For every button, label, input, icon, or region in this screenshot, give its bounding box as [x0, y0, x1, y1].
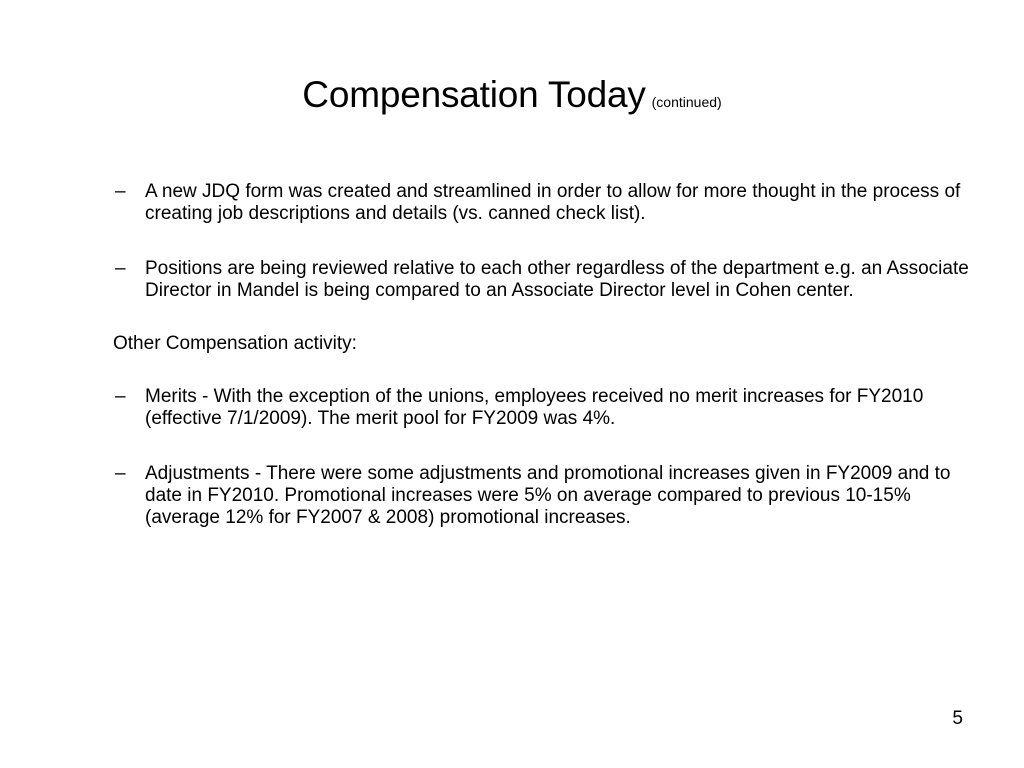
- list-item-text: Positions are being reviewed relative to each other regardless of the department e.g. an Associate Director in Mandel is being compared to an Associate Director level in Cohen center.: [145, 258, 969, 301]
- list-item: [113, 181, 973, 225]
- dash-bullet: –: [115, 386, 126, 407]
- slide-body: [113, 181, 973, 529]
- dash-bullet: –: [115, 181, 126, 202]
- list-item: [113, 258, 973, 302]
- section-heading: Other Compensation activity:: [113, 333, 357, 354]
- list-item-text: A new JDQ form was created and streamlined in order to allow for more thought in the process of creating job descriptions and details (vs. canned check list).: [145, 181, 961, 224]
- title-subtitle: (continued): [651, 94, 722, 110]
- list-item: [113, 386, 973, 430]
- dash-bullet: –: [115, 463, 126, 484]
- list-item-text: Adjustments - There were some adjustments and promotional increases given in FY2009 and to date in FY2010. Promotional increases were 5% on average compared to previous 10-15% (average 12% for FY2007 & 2008) promotional increases.: [145, 463, 951, 528]
- slide-title: [0, 74, 1024, 116]
- dash-bullet: –: [115, 258, 126, 279]
- list-item-text: Merits - With the exception of the unions, employees received no merit increases for FY2010 (effective 7/1/2009). The merit pool for FY2009 was 4%.: [145, 386, 924, 429]
- page-number: 5: [952, 708, 963, 729]
- title-text: Compensation Today: [302, 74, 646, 115]
- list-item: [113, 463, 973, 529]
